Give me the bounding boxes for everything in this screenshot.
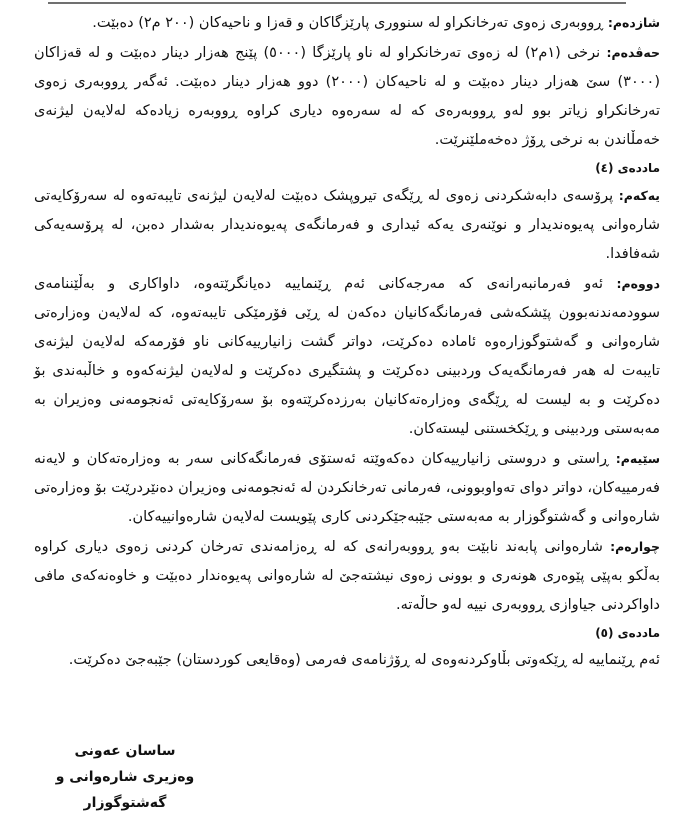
- paragraph-text: ئەو فەرمانبەرانەی کە مەرجەکانی ئەم ڕێنماییە دەیانگرێتەوە، داواکاری و بەڵێننامەی سوودمەندنەبوون پێشکەشی فەرمانگەکانیان دەکەن لە ڕێی فۆرمێکی تایبەتەوە، کە لەلایەن وەزارەتی شارەوانی و گەشتوگوزارەوە ئامادە دەکرێت، دواتر گشت زانیارییەکانی ناو فۆرمەکە لەلایەن لیژنەی تایبەت لە هەر فەرمانگەیەک وردبینی دەکرێت و پشتگیری دەکرێت و لەلایەن لیژنەکەوە و خاڵبەندی بۆ دەکرێت و بە لیست لە ڕێگەی وەزارەتەکانیان بەرزدەکرێتەوە بۆ سەرۆکایەتی ئەنجومەنی وەزیران بە مەبەستی وردبینی و ڕێکخستنی لیستەکان.: [34, 276, 660, 437]
- paragraph-seventeenth: [34, 38, 660, 155]
- signatory-name: ساسان عەونی: [74, 743, 176, 759]
- signature-block: [40, 738, 210, 816]
- paragraph-label: چوارەم:: [610, 539, 660, 554]
- paragraph-label: سێیەم:: [615, 451, 661, 466]
- paragraph-text: شارەوانی پابەند نابێت بەو ڕووبەرانەی کە لە ڕەزامەندی تەرخان کردنی زەوی دیاری کراوە بەڵکو بەپێی پێوەری هونەری و بوونی زەوی نیشتەجێ لە شارەوانی پەیوەندار دەبێت و خاوەنەکەی مافی داواکردنی جیاوازی ڕووبەری نییە لەو حاڵەتە.: [34, 539, 660, 613]
- article-4-third: [34, 444, 660, 532]
- article-4-second: [34, 269, 660, 444]
- paragraph-text: ڕاستی و دروستی زانیارییەکان دەکەوێتە ئەستۆی فەرمانگەکانی سەر بە وەزارەتەکان و لایەنە فەرمییەکان، دواتر دوای تەواوبوونی، فەرمانی تەرخانکردن لە ئەنجومەنی وەزیران دەنێردرێت بۆ وەزارەتی شارەوانی و گەشتوگوزار بە مەبەستی جێبەجێکردنی کاری پێویست لەلایەن شارەوانییەکان.: [34, 451, 660, 525]
- article-5-heading: ماددەی (٥): [595, 626, 660, 640]
- paragraph-label: حەڤدەم:: [606, 45, 660, 60]
- article-4-heading: ماددەی (٤): [595, 161, 660, 175]
- article-4-first: [34, 181, 660, 269]
- signatory-title: وەزیری شارەوانی و گەشتوگوزار: [55, 769, 195, 811]
- paragraph-text: نرخی (١م٢) لە زەوی تەرخانکراو لە ناو پارێزگا (٥٠٠٠) پێنج هەزار دینار دەبێت و لە قەزاکان (٣٠٠٠) سێ هەزار دینار دەبێت و لە ناحیەکان (٢٠٠٠) دوو هەزار دینار دەبێت. ئەگەر ڕووبەری زەوی تەرخانکراو زیاتر بوو لەو ڕووبەرەی کە لە سەرەوە دیاری کراوە ڕووبەرە زیادەکە لەلایەن لیژنەی خەمڵاندن بە نرخی ڕۆژ دەخەملێنرێت.: [34, 45, 660, 148]
- paragraph-label: دووەم:: [616, 276, 660, 291]
- article-4-fourth: [34, 532, 660, 620]
- document-body: [34, 8, 660, 675]
- article-5-text: ئەم ڕێنماییە لە ڕێکەوتی بڵاوکردنەوەی لە ڕۆژنامەی فەرمی (وەقایعی کوردستان) جێبەجێ دەکرێت.: [68, 652, 660, 668]
- paragraph-label: شازدەم:: [607, 15, 660, 30]
- paragraph-sixteenth: [34, 8, 660, 38]
- paragraph-label: یەکەم:: [618, 188, 661, 203]
- paragraph-text: ڕووبەری زەوی تەرخانکراو لە سنووری پارێزگاکان و قەزا و ناحیەکان (٢٠٠ م٢) دەبێت.: [92, 15, 604, 31]
- top-rule: [48, 2, 626, 4]
- paragraph-text: پرۆسەی دابەشکردنی زەوی لە ڕێگەی تیروپشک دەبێت لەلایەن لیژنەی تایبەتەوە لە سەرۆکایەتی شارەوانی پەیوەندیدار و نوێنەری یەکە ئیداری و فەرمانگەی پەیوەندیدار بەشدار دەبن، لە پرۆسەیەکی شەفافدا.: [34, 188, 660, 262]
